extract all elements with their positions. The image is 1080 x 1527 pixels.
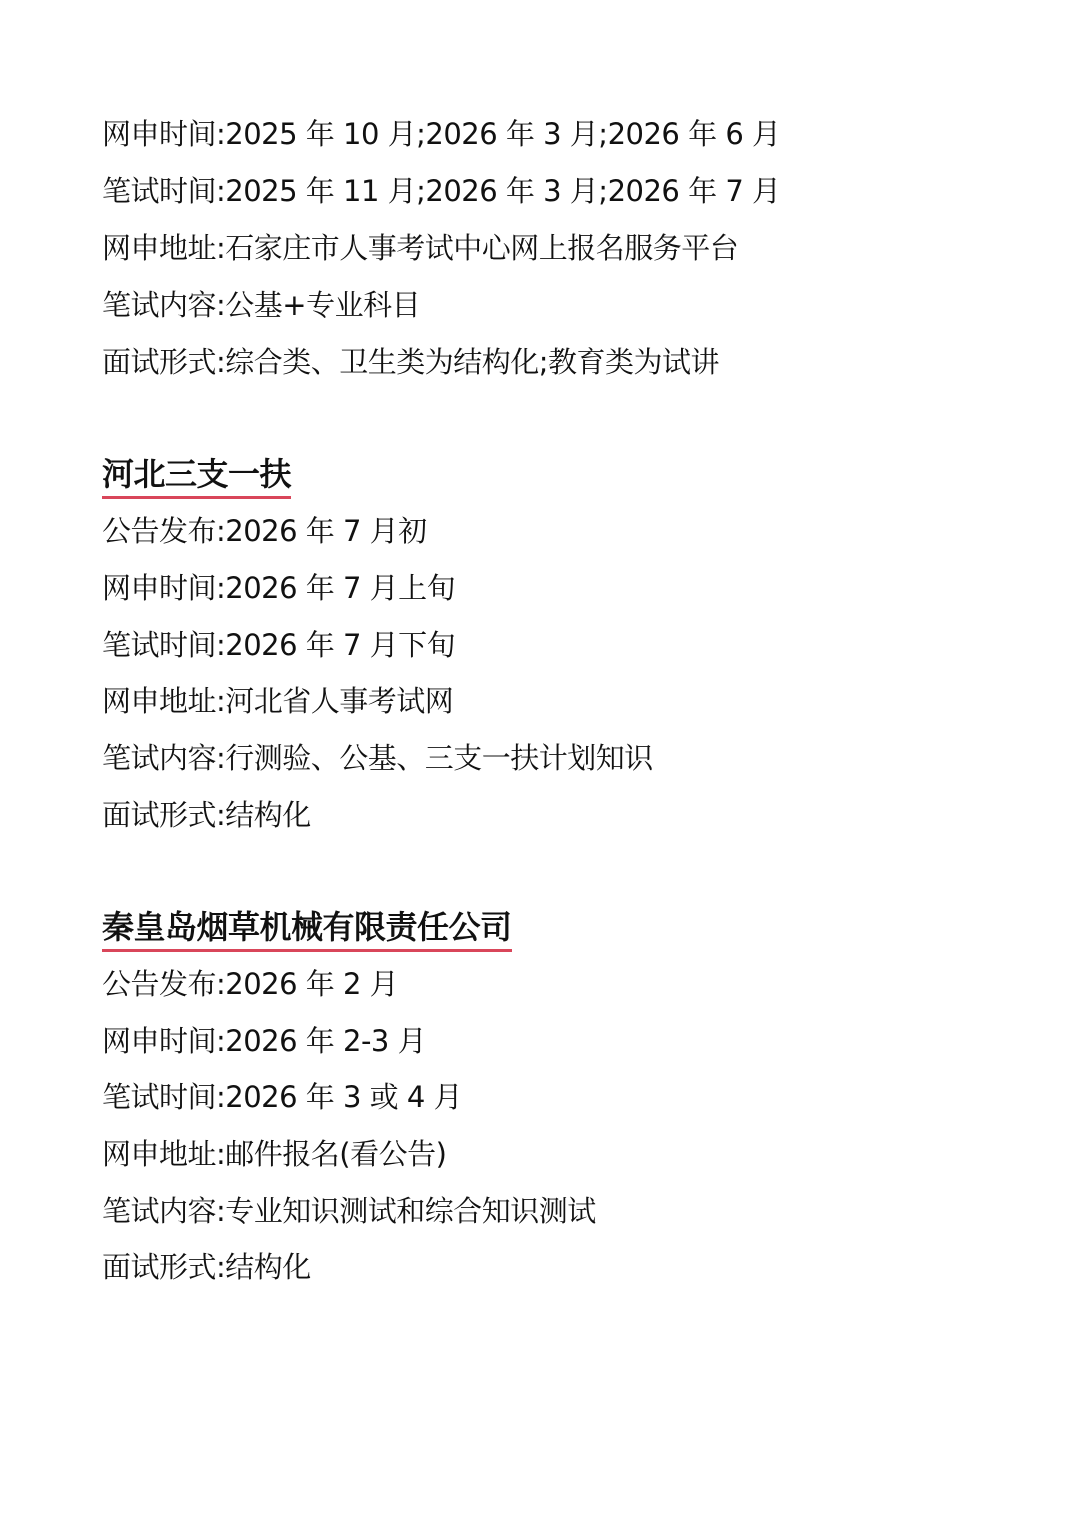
info-line-online-application-time: 网申时间:2026 年 7 月上旬 — [102, 571, 456, 605]
section-heading-qinhuangdao-tobacco-machinery: 秦皇岛烟草机械有限责任公司 — [102, 905, 512, 952]
info-line-written-exam-time: 笔试时间:2026 年 7 月下旬 — [102, 628, 456, 662]
section-heading-hebei-sanzhiyifu: 河北三支一扶 — [102, 452, 291, 499]
info-line-interview-format: 面试形式:结构化 — [102, 1250, 311, 1284]
info-line-written-exam-time: 笔试时间:2025 年 11 月;2026 年 3 月;2026 年 7 月 — [102, 174, 781, 208]
info-line-application-address: 网申地址:河北省人事考试网 — [102, 684, 454, 718]
info-line-application-address: 网申地址:石家庄市人事考试中心网上报名服务平台 — [102, 231, 739, 265]
info-line-written-exam-time: 笔试时间:2026 年 3 或 4 月 — [102, 1080, 463, 1114]
info-line-announcement: 公告发布:2026 年 2 月 — [102, 967, 399, 1001]
info-line-interview-format: 面试形式:综合类、卫生类为结构化;教育类为试讲 — [102, 345, 720, 379]
info-line-online-application-time: 网申时间:2026 年 2-3 月 — [102, 1024, 427, 1058]
info-line-written-exam-content: 笔试内容:公基+专业科目 — [102, 288, 421, 322]
info-line-written-exam-content: 笔试内容:专业知识测试和综合知识测试 — [102, 1194, 596, 1228]
info-line-application-address: 网申地址:邮件报名(看公告) — [102, 1137, 447, 1171]
info-line-announcement: 公告发布:2026 年 7 月初 — [102, 514, 427, 548]
info-line-online-application-time: 网申时间:2025 年 10 月;2026 年 3 月;2026 年 6 月 — [102, 117, 781, 151]
info-line-interview-format: 面试形式:结构化 — [102, 798, 311, 832]
info-line-written-exam-content: 笔试内容:行测验、公基、三支一扶计划知识 — [102, 741, 653, 775]
